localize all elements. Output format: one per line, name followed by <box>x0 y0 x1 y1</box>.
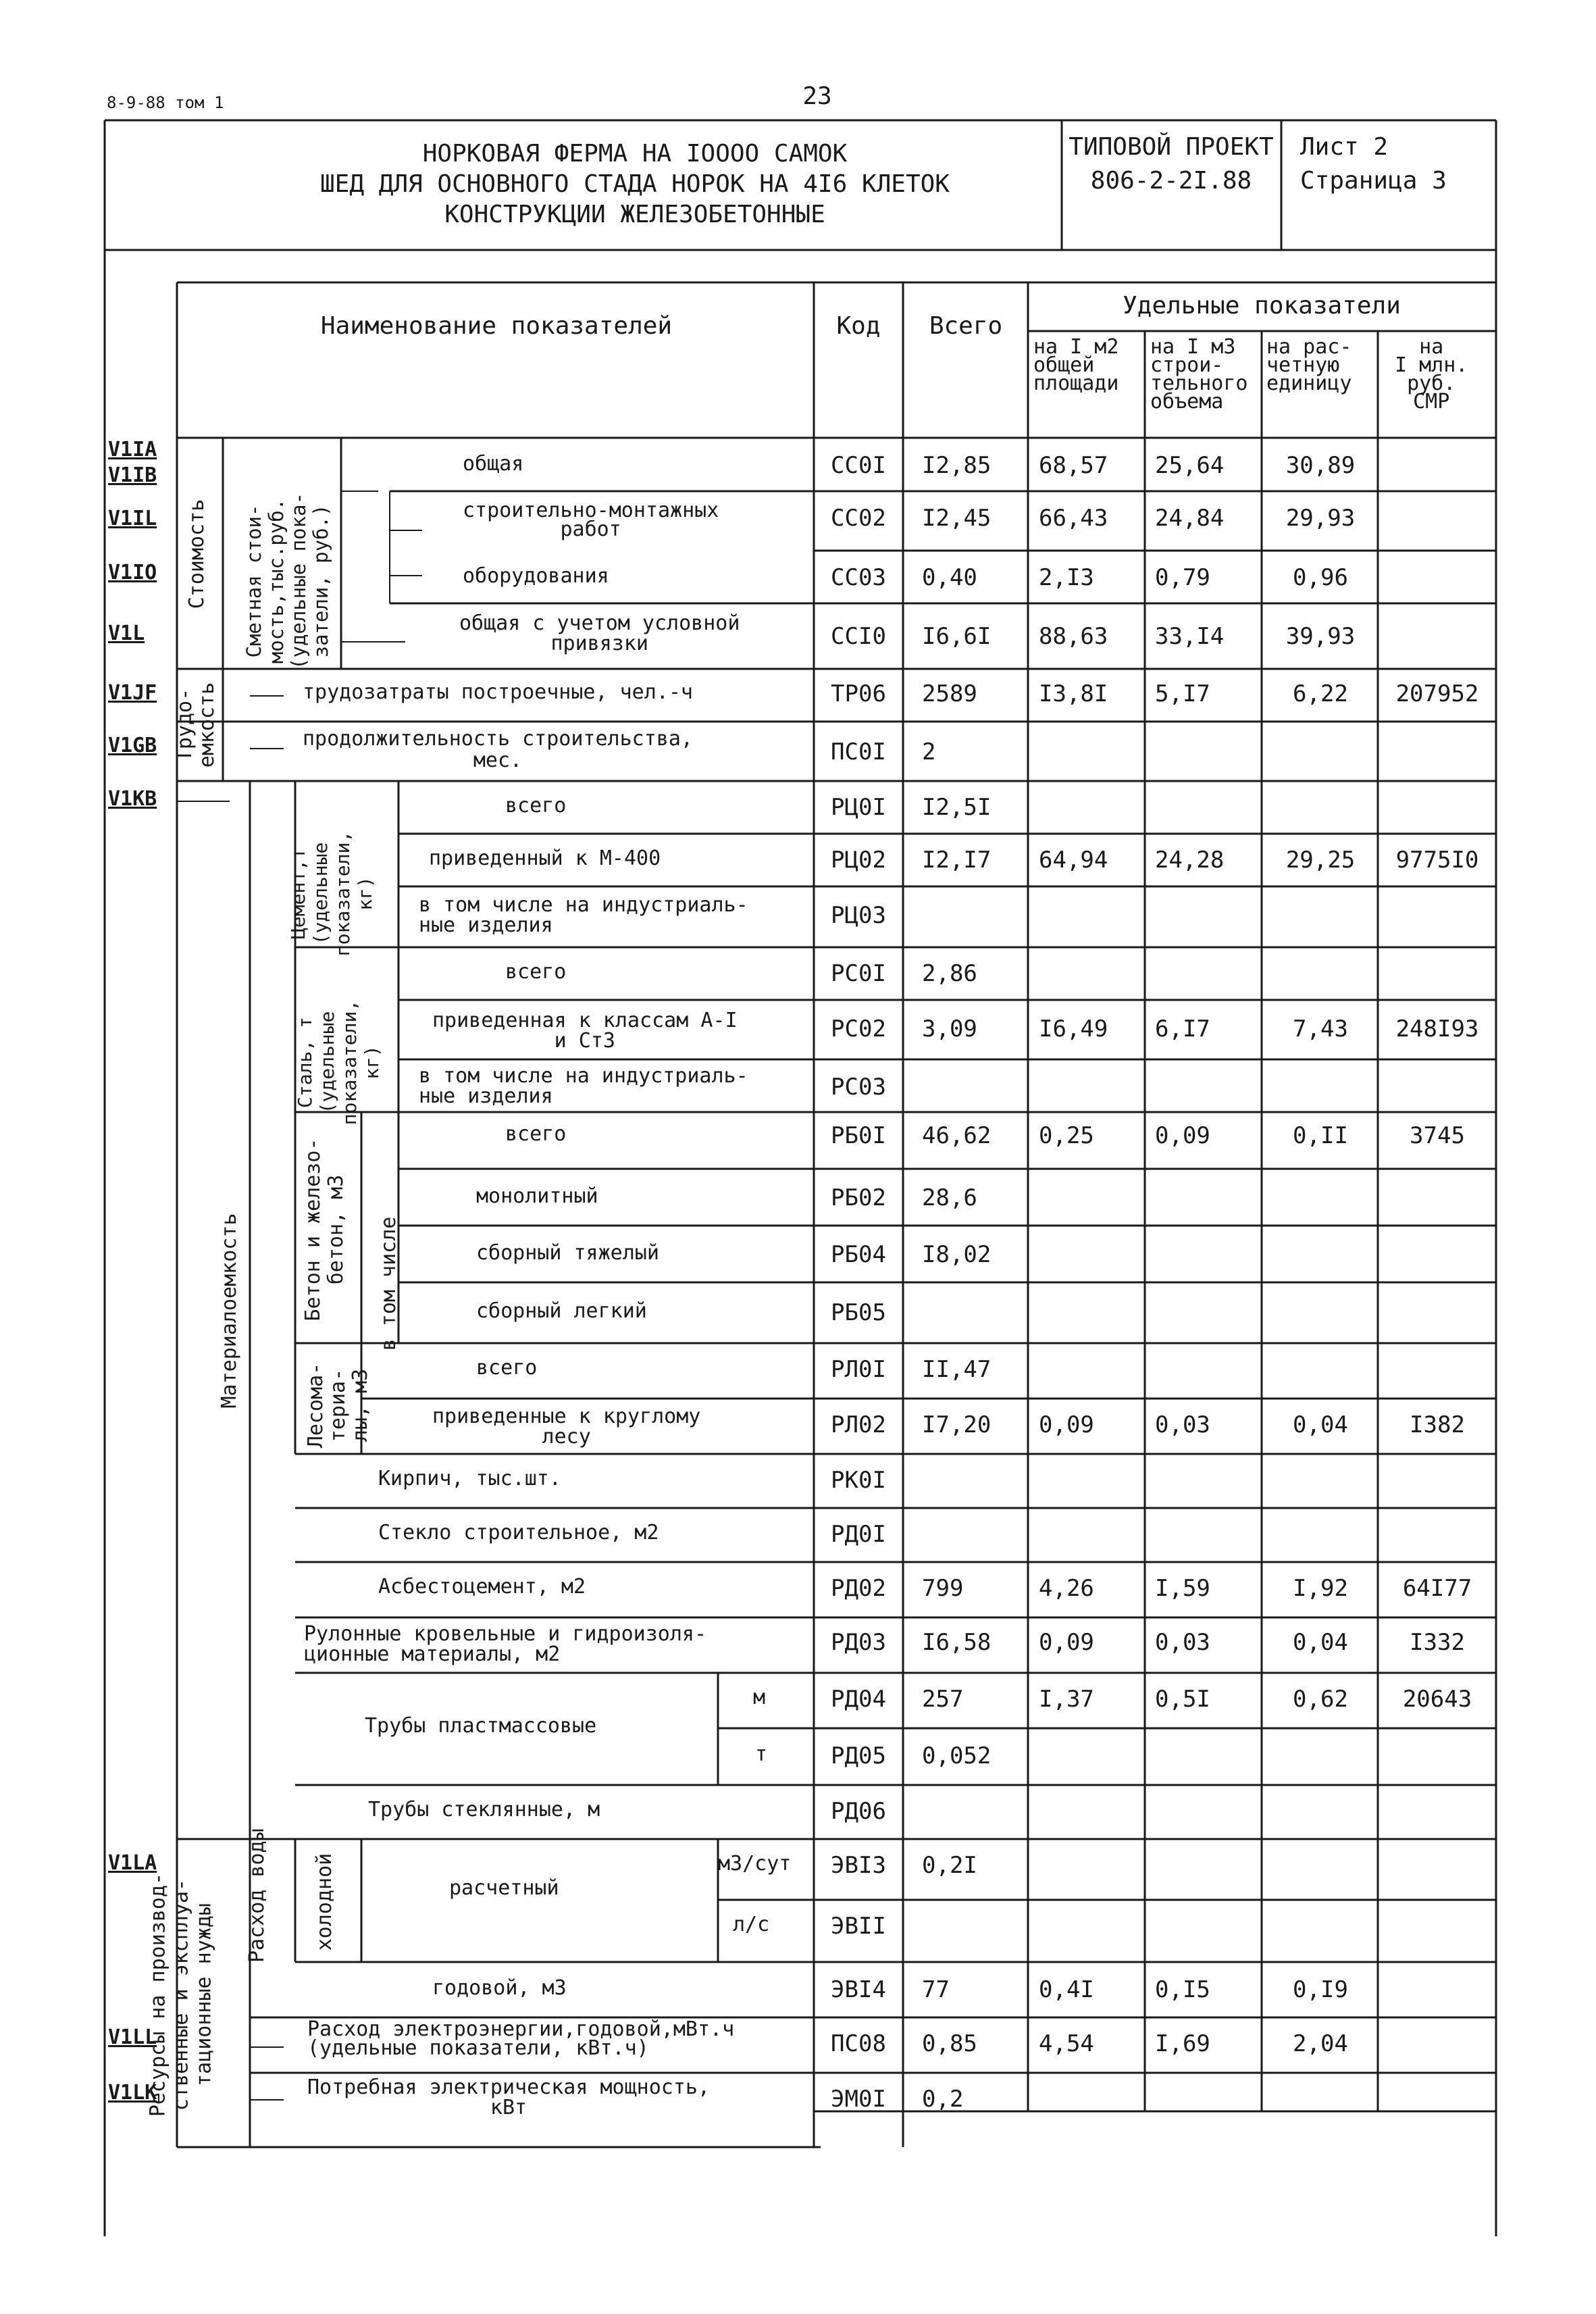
row-per-unit: 7,43 <box>1293 1015 1348 1042</box>
row-name: Стекло строительное, м2 <box>378 1521 659 1544</box>
row-total: II,47 <box>922 1356 992 1383</box>
row-name: строительно-монтажных работ <box>463 499 719 541</box>
header-per-m2: на I м2 общей площади <box>1033 335 1119 395</box>
header-per-unit: на рас- четную единицу <box>1266 335 1352 395</box>
row-per-m2: 4,26 <box>1039 1575 1094 1602</box>
row-per-m2: I6,49 <box>1039 1015 1108 1042</box>
row-unit-label: м <box>753 1686 766 1709</box>
row-name: расчетный <box>449 1876 559 1900</box>
row-name: приведенная к классам А-I и Ст3 <box>432 1009 738 1053</box>
page-number: 23 <box>802 82 832 110</box>
row-per-m2: 88,63 <box>1039 623 1108 650</box>
row-per-unit: 0,04 <box>1293 1629 1348 1656</box>
row-name: Потребная электрическая мощность, кВт <box>307 2076 711 2119</box>
row-code: РЛ02 <box>831 1411 886 1438</box>
row-name: Кирпич, тыс.шт. <box>378 1467 561 1490</box>
row-per-unit: 29,93 <box>1285 505 1356 532</box>
row-total: I6,6I <box>922 623 992 650</box>
row-code: ЭВII <box>831 1913 886 1940</box>
row-name: Рулонные кровельные и гидроизоля- ционные материалы, м2 <box>304 1622 707 1666</box>
header-per-mln: на I млн. руб. СМР <box>1395 335 1468 413</box>
row-code: РК0I <box>831 1467 886 1494</box>
page-label: Страница 3 <box>1300 167 1447 195</box>
row-name: годовой, м3 <box>432 1976 567 2000</box>
row-name: общая с учетом условной привязки <box>459 611 740 655</box>
row-name: в том числе на индустриаль- ные изделия <box>419 1064 748 1108</box>
row-name: Трубы пластмассовые <box>365 1714 597 1738</box>
group-resources: Ресурсы на производ- ственные и эксплуа- тационные нужды <box>146 1872 216 2117</box>
left-code: V1IB <box>108 463 157 487</box>
left-code: V1KB <box>108 787 157 811</box>
row-code: ПС08 <box>831 2030 886 2057</box>
row-total: 46,62 <box>922 1122 992 1149</box>
row-name: Асбестоцемент, м2 <box>378 1575 586 1599</box>
row-total: 2,86 <box>922 960 977 987</box>
group-cost: Стоимость <box>185 499 209 609</box>
row-name: сборный легкий <box>476 1299 647 1323</box>
row-name: Трубы стеклянные, м <box>368 1798 600 1821</box>
row-total: I2,45 <box>922 505 992 532</box>
row-per-m2: I,37 <box>1039 1686 1094 1713</box>
row-code: РЦ02 <box>831 847 886 874</box>
row-name: приведенный к М-400 <box>429 847 661 870</box>
left-code: V1LL <box>108 2026 157 2049</box>
row-total: I2,5I <box>922 794 992 821</box>
row-code: РС03 <box>831 1074 886 1101</box>
row-per-m2: I3,8I <box>1039 680 1108 707</box>
row-per-unit: 0,I9 <box>1293 1976 1348 2003</box>
row-per-m3: 33,I4 <box>1155 623 1225 650</box>
row-per-unit: 30,89 <box>1285 452 1356 479</box>
row-name: трудозатраты построечные, чел.-ч <box>303 680 693 704</box>
row-name: Расход электроэнергии,годовой,мВт.ч (удельные показатели, кВт.ч) <box>307 2017 735 2060</box>
row-per-unit: 29,25 <box>1285 847 1356 874</box>
row-per-m3: 0,09 <box>1155 1122 1210 1149</box>
group-concrete: Бетон и железо- бетон, м3 <box>301 1138 348 1322</box>
row-code: РЦ03 <box>831 902 886 929</box>
row-per-m2: 4,54 <box>1039 2030 1094 2057</box>
row-code: РД05 <box>831 1742 886 1769</box>
row-code: РБ0I <box>831 1122 886 1149</box>
row-code: РД0I <box>831 1521 886 1548</box>
title-line-2: ШЕД ДЛЯ ОСНОВНОГО СТАДА НОРОК НА 4I6 КЛЕТОК <box>320 170 950 198</box>
group-water: Расход воды <box>245 1828 269 1963</box>
header-specific: Удельные показатели <box>1123 292 1401 320</box>
header-total: Всего <box>929 312 1003 340</box>
row-per-unit: 0,04 <box>1293 1411 1348 1438</box>
row-total: 0,052 <box>922 1742 992 1769</box>
row-per-m2: 0,25 <box>1039 1122 1094 1149</box>
row-per-mln: 3745 <box>1410 1122 1465 1149</box>
group-cold: холодной <box>313 1853 336 1951</box>
row-code: ПС0I <box>831 738 886 765</box>
group-labor: Трудо- емкость <box>173 682 219 768</box>
row-per-m3: 0,5I <box>1155 1686 1210 1713</box>
row-per-m2: 0,09 <box>1039 1411 1094 1438</box>
row-name: оборудования <box>463 564 609 588</box>
row-per-m3: I,69 <box>1155 2030 1210 2057</box>
row-per-unit: 0,62 <box>1293 1686 1348 1713</box>
group-materials: Материалоемкость <box>217 1213 241 1409</box>
row-name: общая <box>463 452 524 476</box>
row-total: 28,6 <box>922 1184 977 1211</box>
row-name: всего <box>505 794 567 818</box>
row-name: всего <box>476 1356 538 1380</box>
row-code: РД04 <box>831 1686 886 1713</box>
row-unit-label: м3/сут <box>718 1852 792 1876</box>
row-per-m2: 66,43 <box>1039 505 1108 532</box>
row-total: 3,09 <box>922 1015 977 1042</box>
document-reference: 8-9-88 том 1 <box>107 93 224 112</box>
row-unit-label: л/с <box>733 1913 770 1936</box>
row-total: 2 <box>922 738 936 765</box>
row-total: 0,85 <box>922 2030 977 2057</box>
row-per-m3: 24,28 <box>1155 847 1225 874</box>
row-per-mln: 20643 <box>1402 1686 1472 1713</box>
project-label: ТИПОВОЙ ПРОЕКТ <box>1069 133 1274 161</box>
header-code: Код <box>836 312 881 340</box>
row-code: ССI0 <box>831 623 886 650</box>
row-per-m2: 64,94 <box>1039 847 1108 874</box>
group-cement: Цемент,т (удельные показатели, кг) <box>287 830 376 957</box>
row-total: I2,I7 <box>922 847 992 874</box>
project-number: 806-2-2I.88 <box>1090 167 1252 195</box>
row-name: приведенные к круглому лесу <box>432 1405 701 1449</box>
row-name: монолитный <box>476 1184 598 1208</box>
left-code: V1IL <box>108 507 157 530</box>
row-per-mln: 207952 <box>1395 680 1479 707</box>
row-name: продолжительность строительства, мес. <box>303 727 693 772</box>
row-total: 0,40 <box>922 564 977 591</box>
row-per-mln: 9775I0 <box>1395 847 1479 874</box>
row-per-mln: 64I77 <box>1402 1575 1472 1602</box>
row-total: I2,85 <box>922 452 992 479</box>
row-per-m3: 0,I5 <box>1155 1976 1210 2003</box>
row-code: ЭВI4 <box>831 1976 886 2003</box>
sheet-label: Лист 2 <box>1300 133 1389 161</box>
row-name: в том числе на индустриаль- ные изделия <box>419 893 748 937</box>
row-code: РД03 <box>831 1629 886 1656</box>
row-code: РС02 <box>831 1015 886 1042</box>
row-per-mln: I332 <box>1410 1629 1465 1656</box>
row-code: РЦ0I <box>831 794 886 821</box>
row-total: I8,02 <box>922 1241 992 1268</box>
row-total: 77 <box>922 1976 950 2003</box>
row-code: СС0I <box>831 452 886 479</box>
row-total: I6,58 <box>922 1629 992 1656</box>
row-code: РЛ0I <box>831 1356 886 1383</box>
row-per-m3: 6,I7 <box>1155 1015 1210 1042</box>
row-code: РБ04 <box>831 1241 886 1268</box>
left-code: V1IA <box>108 438 157 461</box>
row-per-m2: 0,09 <box>1039 1629 1094 1656</box>
row-per-m2: 0,4I <box>1039 1976 1094 2003</box>
row-per-unit: 0,II <box>1293 1122 1348 1149</box>
row-per-m3: 0,79 <box>1155 564 1210 591</box>
group-concrete-incl: в том числе <box>377 1216 401 1351</box>
row-code: РБ05 <box>831 1299 886 1326</box>
row-total: I7,20 <box>922 1411 992 1438</box>
row-total: 0,2I <box>922 1852 977 1879</box>
row-per-mln: 248I93 <box>1395 1015 1479 1042</box>
header-per-m3: на I м3 строи- тельного объема <box>1150 335 1248 413</box>
row-per-m3: 24,84 <box>1155 505 1225 532</box>
row-per-unit: I,92 <box>1293 1575 1348 1602</box>
row-name: всего <box>505 960 567 984</box>
left-code: V1L <box>108 622 145 645</box>
row-per-mln: I382 <box>1410 1411 1465 1438</box>
row-code: РД06 <box>831 1798 886 1825</box>
row-per-unit: 39,93 <box>1285 623 1356 650</box>
row-name: всего <box>505 1122 567 1146</box>
row-code: ЭВI3 <box>831 1852 886 1879</box>
left-code: V1JF <box>108 681 157 705</box>
row-per-unit: 2,04 <box>1293 2030 1348 2057</box>
title-line-3: КОНСТРУКЦИИ ЖЕЛЕЗОБЕТОННЫЕ <box>444 201 825 228</box>
row-code: РС0I <box>831 960 886 987</box>
left-code: V1IO <box>108 561 157 584</box>
row-per-unit: 0,96 <box>1293 564 1348 591</box>
row-code: ЭМ0I <box>831 2086 886 2113</box>
row-total: 2589 <box>922 680 977 707</box>
row-total: 257 <box>922 1686 964 1713</box>
group-timber: Лесома- териа- лы, м3 <box>304 1362 372 1449</box>
row-per-m2: 68,57 <box>1039 452 1108 479</box>
row-code: ТР06 <box>831 680 886 707</box>
left-code: V1LA <box>108 1851 157 1875</box>
left-code: V1LK <box>108 2081 157 2105</box>
left-code: V1GB <box>108 734 157 757</box>
row-per-m2: 2,I3 <box>1039 564 1094 591</box>
group-cost-sub: Сметная стои- мость,тыс.руб. (удельные пока- затели, руб.) <box>242 493 332 670</box>
row-per-m3: 5,I7 <box>1155 680 1210 707</box>
row-per-unit: 6,22 <box>1293 680 1348 707</box>
row-per-m3: 25,64 <box>1155 452 1225 479</box>
row-per-m3: I,59 <box>1155 1575 1210 1602</box>
row-total: 0,2 <box>922 2086 964 2113</box>
row-code: РД02 <box>831 1575 886 1602</box>
row-code: СС02 <box>831 505 886 532</box>
row-name: сборный тяжелый <box>476 1241 659 1265</box>
row-per-m3: 0,03 <box>1155 1411 1210 1438</box>
row-total: 799 <box>922 1575 964 1602</box>
group-steel: Сталь, т (удельные показатели, кг) <box>294 999 383 1126</box>
title-line-1: НОРКОВАЯ ФЕРМА НА IOOOO САМОК <box>422 140 848 168</box>
header-name: Наименование показателей <box>320 312 673 340</box>
row-code: РБ02 <box>831 1184 886 1211</box>
row-unit-label: т <box>755 1742 768 1766</box>
row-per-m3: 0,03 <box>1155 1629 1210 1656</box>
row-code: СС03 <box>831 564 886 591</box>
